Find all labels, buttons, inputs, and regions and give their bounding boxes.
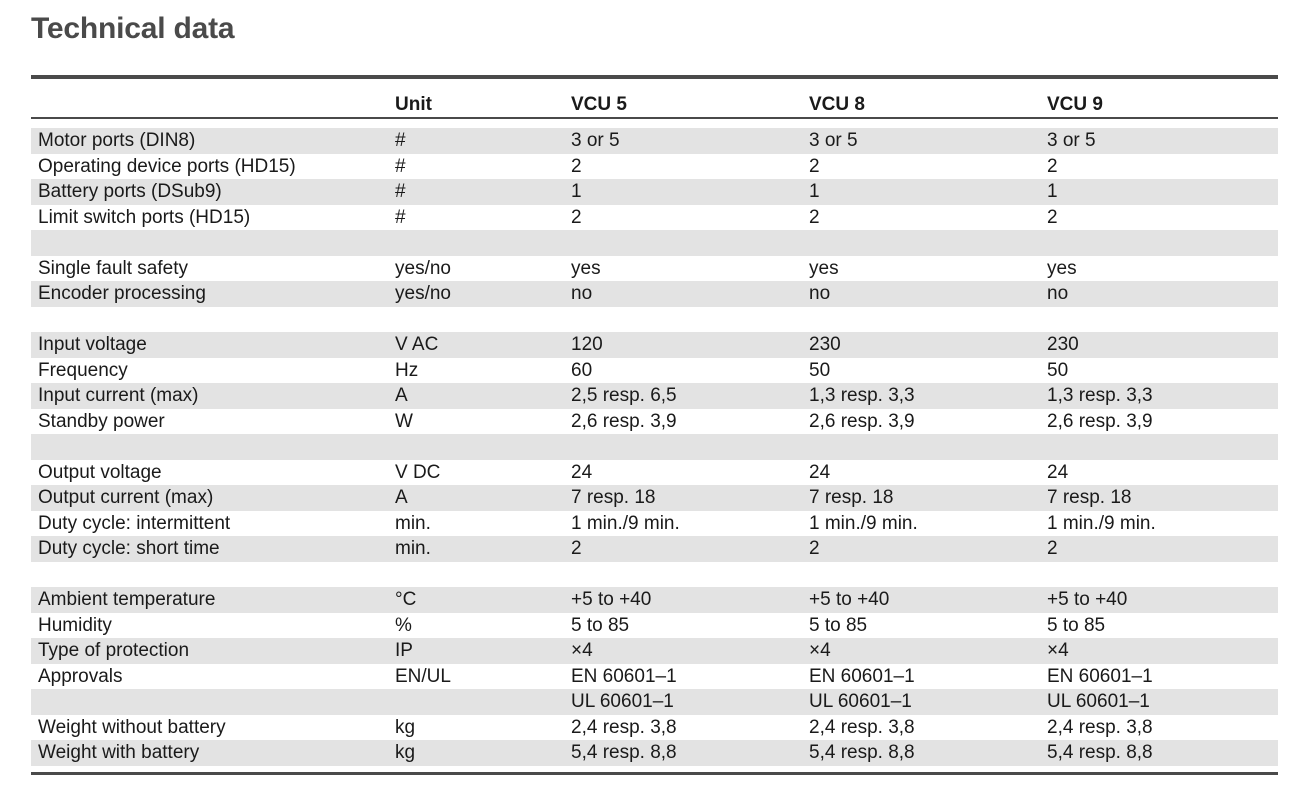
cell-vcu5: ×4 xyxy=(571,640,593,661)
cell-vcu9: 2,6 resp. 3,9 xyxy=(1047,410,1153,432)
table-row xyxy=(31,562,1278,588)
cell-parameter: Weight with battery xyxy=(38,742,200,763)
cell-vcu9: 2 xyxy=(1047,155,1058,177)
cell-vcu9: +5 to +40 xyxy=(1047,589,1128,610)
cell-vcu9: 1 min./9 min. xyxy=(1047,512,1156,534)
cell-vcu9: 1,3 resp. 3,3 xyxy=(1047,385,1153,406)
cell-vcu9: ×4 xyxy=(1047,640,1069,661)
cell-vcu8: 24 xyxy=(809,461,831,483)
cell-vcu9: yes xyxy=(1047,257,1077,279)
cell-vcu8: yes xyxy=(809,257,839,279)
cell-vcu5: 24 xyxy=(571,461,593,483)
table-row xyxy=(31,358,1278,384)
table-row xyxy=(31,689,1278,715)
table-row xyxy=(31,256,1278,282)
cell-unit: min. xyxy=(395,538,431,559)
table-row xyxy=(31,205,1278,231)
cell-parameter: Type of protection xyxy=(38,640,190,661)
cell-vcu5: 5 to 85 xyxy=(571,614,630,636)
cell-unit: V DC xyxy=(395,461,441,483)
cell-vcu8: no xyxy=(809,283,831,304)
cell-unit: Hz xyxy=(395,359,419,381)
cell-vcu5: 2 xyxy=(571,538,582,559)
cell-parameter: Weight without battery xyxy=(38,716,226,738)
cell-unit: # xyxy=(395,206,406,228)
cell-unit: kg xyxy=(395,742,416,763)
cell-vcu8: 1,3 resp. 3,3 xyxy=(809,385,915,406)
cell-vcu5: +5 to +40 xyxy=(571,589,652,610)
cell-parameter: Ambient temperature xyxy=(38,589,216,610)
cell-vcu5: 60 xyxy=(571,359,593,381)
cell-vcu8: 7 resp. 18 xyxy=(809,487,894,508)
cell-vcu9: 230 xyxy=(1047,334,1079,355)
cell-parameter: Encoder processing xyxy=(38,283,206,304)
cell-unit: min. xyxy=(395,512,431,534)
cell-parameter: Single fault safety xyxy=(38,257,188,279)
cell-unit: W xyxy=(395,410,413,432)
cell-parameter: Frequency xyxy=(38,359,128,381)
cell-parameter: Limit switch ports (HD15) xyxy=(38,206,251,228)
cell-vcu9: 2 xyxy=(1047,538,1058,559)
cell-vcu5: 7 resp. 18 xyxy=(571,487,656,508)
cell-parameter: Output current (max) xyxy=(38,487,214,508)
cell-vcu5: 3 or 5 xyxy=(571,130,620,151)
cell-vcu5: 2,4 resp. 3,8 xyxy=(571,716,677,738)
cell-unit: # xyxy=(395,155,406,177)
cell-unit: EN/UL xyxy=(395,665,451,687)
cell-parameter: Battery ports (DSub9) xyxy=(38,181,222,202)
cell-vcu8: 1 min./9 min. xyxy=(809,512,918,534)
table-row xyxy=(31,460,1278,486)
cell-unit: yes/no xyxy=(395,283,451,304)
table-row xyxy=(31,281,1278,307)
cell-vcu5: 120 xyxy=(571,334,603,355)
cell-vcu9: 3 or 5 xyxy=(1047,130,1096,151)
cell-unit: °C xyxy=(395,589,417,610)
cell-vcu8: 5 to 85 xyxy=(809,614,868,636)
table-row xyxy=(31,230,1278,256)
cell-parameter: Output voltage xyxy=(38,461,162,483)
cell-unit: V AC xyxy=(395,334,439,355)
cell-vcu5: 1 min./9 min. xyxy=(571,512,680,534)
header-unit: Unit xyxy=(395,94,432,115)
cell-unit: IP xyxy=(395,640,413,661)
cell-vcu5: yes xyxy=(571,257,601,279)
table-row xyxy=(31,332,1278,358)
cell-parameter: Standby power xyxy=(38,410,165,432)
cell-unit: A xyxy=(395,487,408,508)
cell-unit: # xyxy=(395,181,406,202)
cell-vcu9: 7 resp. 18 xyxy=(1047,487,1132,508)
cell-vcu9: 5 to 85 xyxy=(1047,614,1106,636)
cell-parameter: Input current (max) xyxy=(38,385,199,406)
cell-vcu9: 1 xyxy=(1047,181,1058,202)
technical-data-table xyxy=(31,75,1278,775)
cell-vcu8: 2,4 resp. 3,8 xyxy=(809,716,915,738)
table-row xyxy=(31,740,1278,766)
cell-vcu5: no xyxy=(571,283,593,304)
cell-vcu8: 5,4 resp. 8,8 xyxy=(809,742,915,763)
cell-parameter: Approvals xyxy=(38,665,123,687)
cell-vcu8: EN 60601–1 xyxy=(809,665,915,687)
cell-vcu8: 2,6 resp. 3,9 xyxy=(809,410,915,432)
cell-vcu9: 5,4 resp. 8,8 xyxy=(1047,742,1153,763)
cell-unit: A xyxy=(395,385,408,406)
cell-parameter: Operating device ports (HD15) xyxy=(38,155,296,177)
cell-parameter: Duty cycle: short time xyxy=(38,538,220,559)
cell-vcu5: 1 xyxy=(571,181,582,202)
cell-vcu8: 2 xyxy=(809,538,820,559)
cell-vcu8: 1 xyxy=(809,181,820,202)
table-row xyxy=(31,179,1278,205)
cell-vcu5: UL 60601–1 xyxy=(571,691,674,712)
cell-vcu5: EN 60601–1 xyxy=(571,665,677,687)
table-row xyxy=(31,715,1278,741)
table-row xyxy=(31,409,1278,435)
table-row xyxy=(31,613,1278,639)
cell-vcu9: 50 xyxy=(1047,359,1069,381)
cell-vcu8: 3 or 5 xyxy=(809,130,858,151)
table-row xyxy=(31,511,1278,537)
table-header-row xyxy=(31,79,1278,119)
table-row xyxy=(31,307,1278,333)
header-vcu9: VCU 9 xyxy=(1047,94,1103,115)
header-vcu5: VCU 5 xyxy=(571,94,627,115)
table-row xyxy=(31,536,1278,562)
cell-vcu9: 24 xyxy=(1047,461,1069,483)
table-row xyxy=(31,587,1278,613)
cell-vcu5: 5,4 resp. 8,8 xyxy=(571,742,677,763)
table-row xyxy=(31,485,1278,511)
cell-vcu8: +5 to +40 xyxy=(809,589,890,610)
cell-vcu5: 2,6 resp. 3,9 xyxy=(571,410,677,432)
table-row xyxy=(31,638,1278,664)
cell-vcu9: 2 xyxy=(1047,206,1058,228)
page-title: Technical data xyxy=(31,12,235,45)
cell-vcu8: ×4 xyxy=(809,640,831,661)
cell-vcu8: 230 xyxy=(809,334,841,355)
cell-parameter: Input voltage xyxy=(38,334,147,355)
table-row xyxy=(31,434,1278,460)
cell-vcu5: 2 xyxy=(571,155,582,177)
cell-parameter: Motor ports (DIN8) xyxy=(38,130,196,151)
cell-vcu8: 2 xyxy=(809,206,820,228)
cell-vcu8: 50 xyxy=(809,359,831,381)
table-row xyxy=(31,154,1278,180)
cell-parameter: Humidity xyxy=(38,614,112,636)
cell-vcu8: 2 xyxy=(809,155,820,177)
cell-vcu9: no xyxy=(1047,283,1069,304)
table-body xyxy=(31,128,1278,766)
table-row xyxy=(31,383,1278,409)
header-vcu8: VCU 8 xyxy=(809,94,865,115)
cell-vcu8: UL 60601–1 xyxy=(809,691,912,712)
cell-vcu9: 2,4 resp. 3,8 xyxy=(1047,716,1153,738)
cell-vcu9: EN 60601–1 xyxy=(1047,665,1153,687)
cell-vcu5: 2,5 resp. 6,5 xyxy=(571,385,677,406)
cell-unit: yes/no xyxy=(395,257,451,279)
cell-unit: kg xyxy=(395,716,416,738)
cell-vcu9: UL 60601–1 xyxy=(1047,691,1150,712)
cell-unit: % xyxy=(395,614,412,636)
table-row xyxy=(31,128,1278,154)
table-bottom-rule xyxy=(31,772,1278,775)
cell-parameter: Duty cycle: intermittent xyxy=(38,512,231,534)
table-row xyxy=(31,664,1278,690)
cell-unit: # xyxy=(395,130,406,151)
cell-vcu5: 2 xyxy=(571,206,582,228)
